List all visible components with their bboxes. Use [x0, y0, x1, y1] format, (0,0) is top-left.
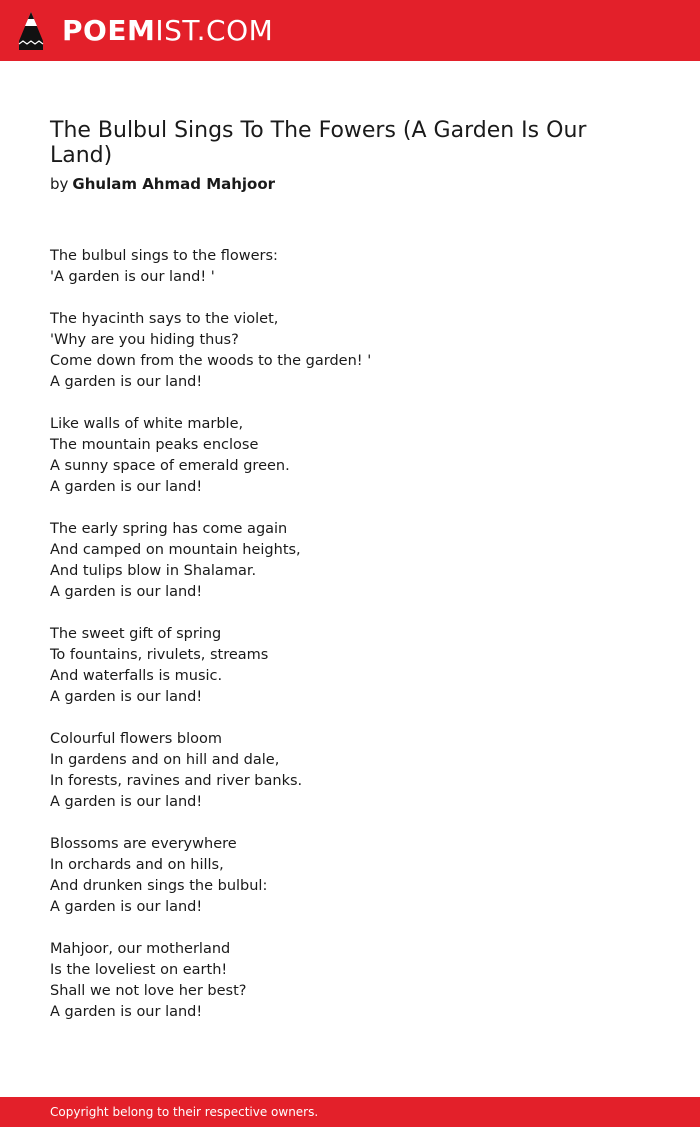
stanza [50, 939, 650, 1023]
byline [50, 174, 650, 194]
stanza [50, 519, 650, 603]
author-name: Ghulam Ahmad Mahjoor [72, 175, 276, 193]
poem-line: To fountains, rivulets, streams [50, 647, 269, 663]
by-label: by [50, 175, 69, 193]
pencil-tip-icon[interactable] [18, 11, 44, 51]
poem-line: In forests, ravines and river banks. [50, 773, 303, 789]
poem-line: And waterfalls is music. [50, 668, 223, 684]
poem-line: A garden is our land! [50, 899, 203, 915]
poem-line: 'A garden is our land! ' [50, 269, 215, 285]
poem-line: A garden is our land! [50, 794, 203, 810]
site-footer [0, 1097, 700, 1127]
poem-line: In orchards and on hills, [50, 857, 224, 873]
poem-line: And drunken sings the bulbul: [50, 878, 268, 894]
copyright-text: Copyright belong to their respective owners. [50, 1105, 319, 1119]
logo-light-text: IST.COM [155, 13, 274, 47]
poem-title: The Bulbul Sings To The Fowers (A Garden Is Our Land) [50, 118, 587, 168]
poem-line: The bulbul sings to the flowers: [50, 248, 278, 264]
poem-body [50, 246, 650, 1023]
poem-line: Shall we not love her best? [50, 983, 247, 999]
stanza [50, 729, 650, 813]
poem-line: And tulips blow in Shalamar. [50, 563, 257, 579]
site-header [0, 0, 700, 61]
poem-line: Like walls of white marble, [50, 416, 244, 432]
poem-line: A sunny space of emerald green. [50, 458, 290, 474]
poem-line: The mountain peaks enclose [50, 437, 259, 453]
poem-line: A garden is our land! [50, 689, 203, 705]
logo-bold-text: POEM [62, 13, 156, 47]
poem-line: In gardens and on hill and dale, [50, 752, 280, 768]
poem-line: The early spring has come again [50, 521, 288, 537]
poem-line: Come down from the woods to the garden! ' [50, 353, 372, 369]
poem-line: A garden is our land! [50, 1004, 203, 1020]
poem-line: Mahjoor, our motherland [50, 941, 231, 957]
poem-line: Colourful flowers bloom [50, 731, 222, 747]
stanza [50, 309, 650, 393]
poem-line: The hyacinth says to the violet, [50, 311, 279, 327]
poem-content [50, 118, 650, 1044]
poem-line: Is the loveliest on earth! [50, 962, 228, 978]
stanza [50, 246, 650, 288]
poem-line: And camped on mountain heights, [50, 542, 301, 558]
poem-line: A garden is our land! [50, 584, 203, 600]
poem-line: A garden is our land! [50, 479, 203, 495]
poem-line: Blossoms are everywhere [50, 836, 237, 852]
poem-line: A garden is our land! [50, 374, 203, 390]
poem-line: The sweet gift of spring [50, 626, 222, 642]
poem-line: 'Why are you hiding thus? [50, 332, 239, 348]
stanza [50, 414, 650, 498]
stanza [50, 834, 650, 918]
site-logo[interactable] [62, 13, 274, 47]
stanza [50, 624, 650, 708]
